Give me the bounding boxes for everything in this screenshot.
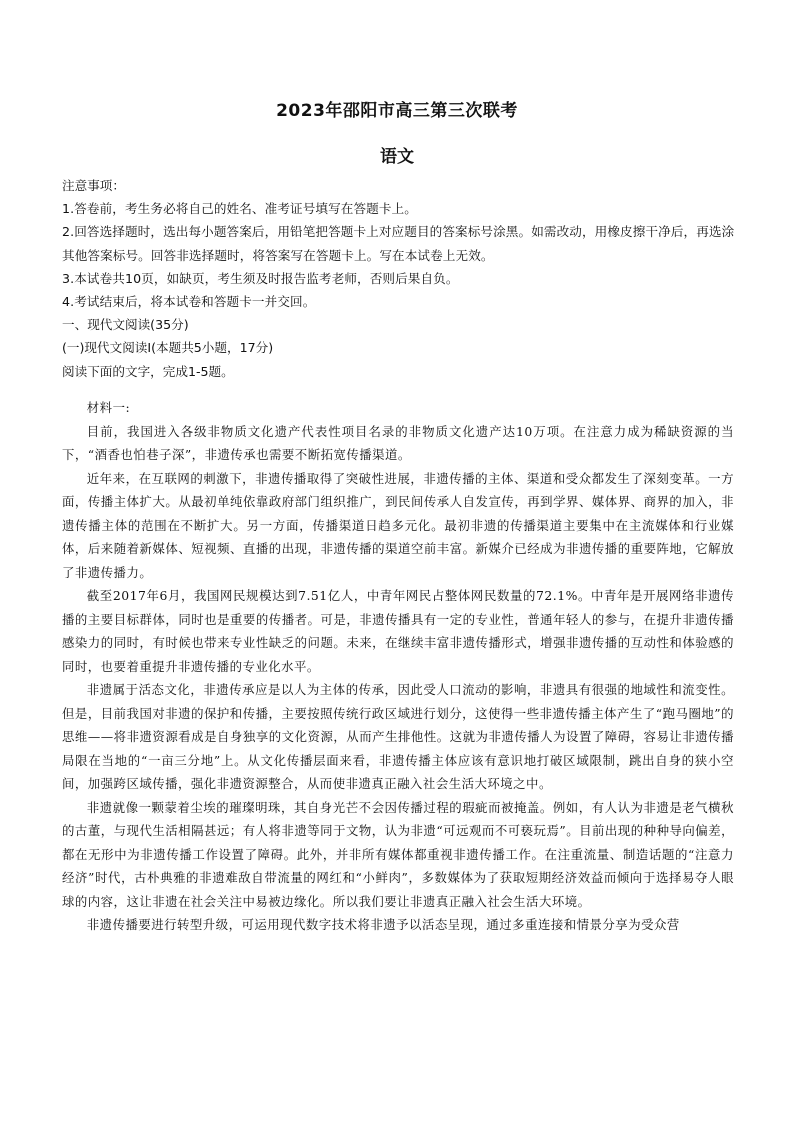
note-item-3: 3.本试卷共10页，如缺页，考生须及时报告监考老师，否则后果自负。 (62, 270, 459, 286)
reading-material (62, 396, 734, 937)
material-paragraph-3: 截至2017年6月，我国网民规模达到7.51亿人，中青年网民占整体网民数量的72.1%。中青年是开展网络非遗传播的主要目标群体，同时也是重要的传播者。可是，非遗传播具有一定的专业性，普通年轻人的参与，在提升非遗传播感染力的同时，有时候也带来专业性缺乏的问题。未来，在继续丰富非遗传播形式，增强非遗传播的互动性和体验感的同时，也要着重提升非遗传播的专业化水平。 (62, 588, 734, 674)
material-paragraph-5: 非遗就像一颗蒙着尘埃的璀璨明珠，其自身光芒不会因传播过程的瑕疵而被掩盖。例如，有人认为非遗是老气横秋的古董，与现代生活相隔甚远；有人将非遗等同于文物，认为非遗“可远观而不可亵玩焉”。目前出现的种种导向偏差，都在无形中为非遗传播工作设置了障碍。此外，并非所有媒体都重视非遗传播工作。在注重流量、制造话题的“注意力经济”时代，古朴典雅的非遗难敌自带流量的网红和“小鲜肉”，多数媒体为了获取短期经济效益而倾向于选择易夺人眼球的内容，这让非遗在社会关注中易被边缘化。所以我们要让非遗真正融入社会生活大环境。 (62, 799, 734, 909)
material-paragraph-4: 非遗属于活态文化，非遗传承应是以人为主体的传承，因此受人口流动的影响，非遗具有很强的地域性和流变性。但是，目前我国对非遗的保护和传播，主要按照传统行政区域进行划分，这使得一些非遗传播主体产生了“跑马圈地”的思维——将非遗资源看成是自身独享的文化资源，从而产生排他性。这就为非遗传播人为设置了障碍，容易让非遗传播局限在当地的“一亩三分地”上。从文化传播层面来看，非遗传播主体应该有意识地打破区域限制，跳出自身的狭小空间，加强跨区域传播，强化非遗资源整合，从而使非遗真正融入社会生活大环境之中。 (62, 682, 734, 791)
material-paragraph-6: 非遗传播要进行转型升级，可运用现代数字技术将非遗予以活态呈现，通过多重连接和情景分享为受众营 (86, 917, 680, 932)
material-paragraph-1: 目前，我国进入各级非物质文化遗产代表性项目名录的非物质文化遗产达10万项。在注意力成为稀缺资源的当下，“酒香也怕巷子深”，非遗传承也需要不断拓宽传播渠道。 (62, 423, 734, 462)
exam-subject: 语文 (380, 147, 414, 167)
note-item-2: 2.回答选择题时，选出每小题答案后，用铅笔把答题卡上对应题目的答案标号涂黑。如需改动，用橡皮擦干净后，再选涂其他答案标号。回答非选择题时，将答案写在答题卡上。写在本试卷上无效。 (62, 224, 735, 263)
part-heading: 一、现代文阅读(35分) (62, 317, 189, 333)
sub-heading: (一)现代文阅读Ⅰ(本题共5小题，17分) (62, 340, 274, 356)
notes-section (62, 174, 742, 383)
material-label: 材料一: (86, 400, 131, 415)
note-item-4: 4.考试结束后，将本试卷和答题卡一并交回。 (62, 294, 316, 310)
material-paragraph-2: 近年来，在互联网的刺激下，非遗传播取得了突破性进展，非遗传播的主体、渠道和受众都发生了深刻变革。一方面，传播主体扩大。从最初单纯依靠政府部门组织推广，到民间传承人自发宣传，再到学界、媒体界、商界的加入，非遗传播主体的范围在不断扩大。另一方面，传播渠道日趋多元化。最初非遗的传播渠道主要集中在主流媒体和行业媒体，后来随着新媒体、短视频、直播的出现，非遗传播的渠道空前丰富。新媒介已经成为非遗传播的重要阵地，它解放了非遗传播力。 (62, 470, 734, 580)
notes-heading: 注意事项： (62, 178, 125, 193)
note-item-1: 1.答卷前，考生务必将自己的姓名、准考证号填写在答题卡上。 (62, 201, 417, 217)
reading-instruction: 阅读下面的文字，完成1-5题。 (62, 363, 234, 379)
exam-title: 2023年邵阳市高三第三次联考 (276, 101, 518, 121)
